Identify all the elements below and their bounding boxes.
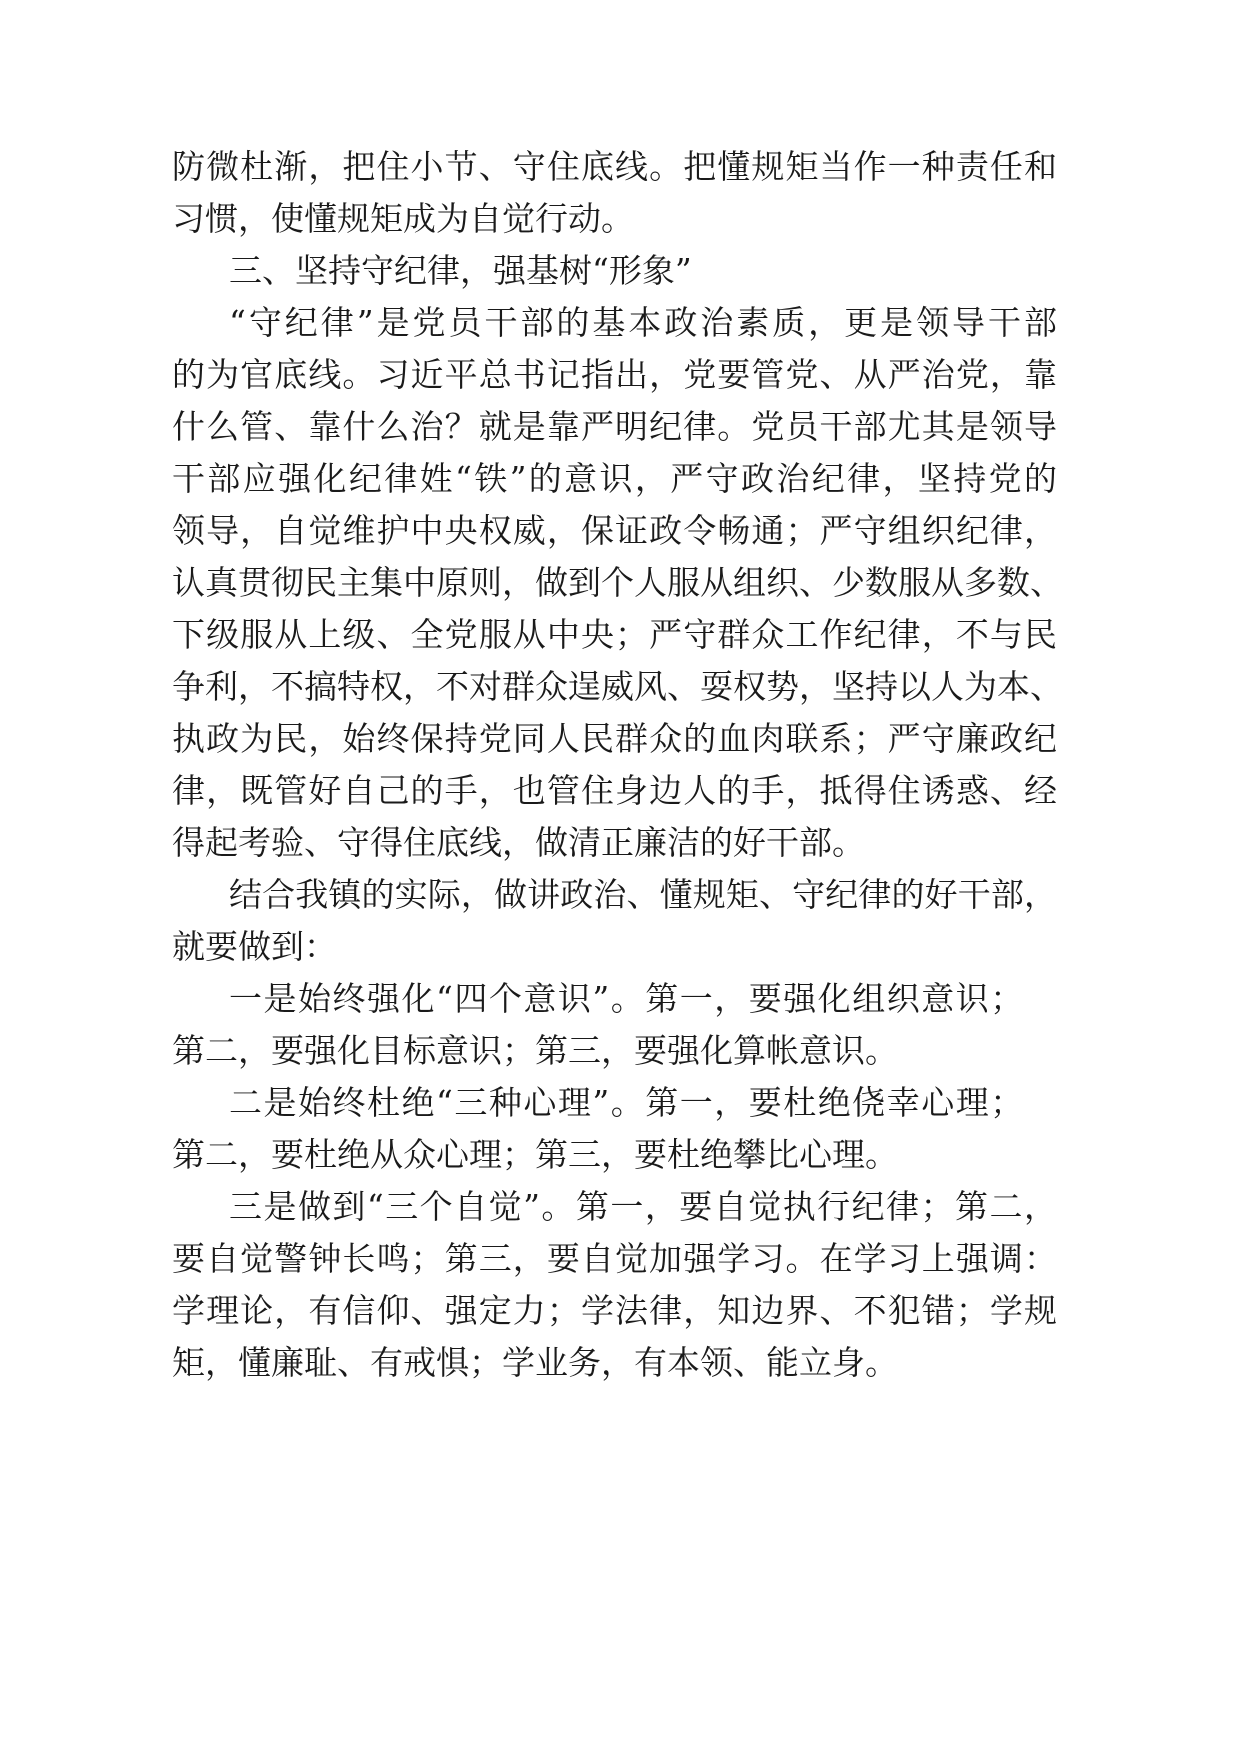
section-heading-3: 三、坚持守纪律，强基树“形象” [229,251,692,290]
text-line-18: 第二，要强化目标意识；第三，要强化算帐意识。 [172,1031,898,1070]
text-line-16: 就要做到： [172,927,337,966]
text-line-8: 领导，自觉维护中央权威，保证政令畅通；严守组织纪律， [172,511,1057,550]
text-line-19: 二是始终杜绝“三种心理”。第一，要杜绝侥幸心理； [229,1083,1025,1122]
text-line-9: 认真贯彻民主集中原则，做到个人服从组织、少数服从多数、 [172,563,1063,602]
text-line-24: 矩，懂廉耻、有戒惧；学业务，有本领、能立身。 [172,1343,898,1382]
text-line-12: 执政为民，始终保持党同人民群众的血肉联系；严守廉政纪 [172,719,1057,758]
text-line-22: 要自觉警钟长鸣；第三，要自觉加强学习。在学习上强调： [172,1239,1057,1278]
text-line-17: 一是始终强化“四个意识”。第一，要强化组织意识； [229,979,1025,1018]
text-line-11: 争利，不搞特权，不对群众逞威风、耍权势，坚持以人为本、 [172,667,1063,706]
text-line-10: 下级服从上级、全党服从中央；严守群众工作纪律，不与民 [172,615,1057,654]
text-line-21: 三是做到“三个自觉”。第一，要自觉执行纪律；第二， [229,1187,1057,1226]
text-line-4: “守纪律”是党员干部的基本政治素质，更是领导干部 [229,303,1057,342]
text-line-5: 的为官底线。习近平总书记指出，党要管党、从严治党，靠 [172,355,1057,394]
text-line-6: 什么管、靠什么治？就是靠严明纪律。党员干部尤其是领导 [172,407,1057,446]
text-line-20: 第二，要杜绝从众心理；第三，要杜绝攀比心理。 [172,1135,898,1174]
text-line-7: 干部应强化纪律姓“铁”的意识，严守政治纪律，坚持党的 [172,459,1057,498]
text-line-1: 防微杜渐，把住小节、守住底线。把懂规矩当作一种责任和 [172,147,1057,186]
text-line-23: 学理论，有信仰、强定力；学法律，知边界、不犯错；学规 [172,1291,1057,1330]
text-line-2: 习惯，使懂规矩成为自觉行动。 [172,199,634,238]
text-line-14: 得起考验、守得住底线，做清正廉洁的好干部。 [172,823,865,862]
text-line-13: 律，既管好自己的手，也管住身边人的手，抵得住诱惑、经 [172,771,1057,810]
text-line-15: 结合我镇的实际，做讲政治、懂规矩、守纪律的好干部， [229,875,1057,914]
